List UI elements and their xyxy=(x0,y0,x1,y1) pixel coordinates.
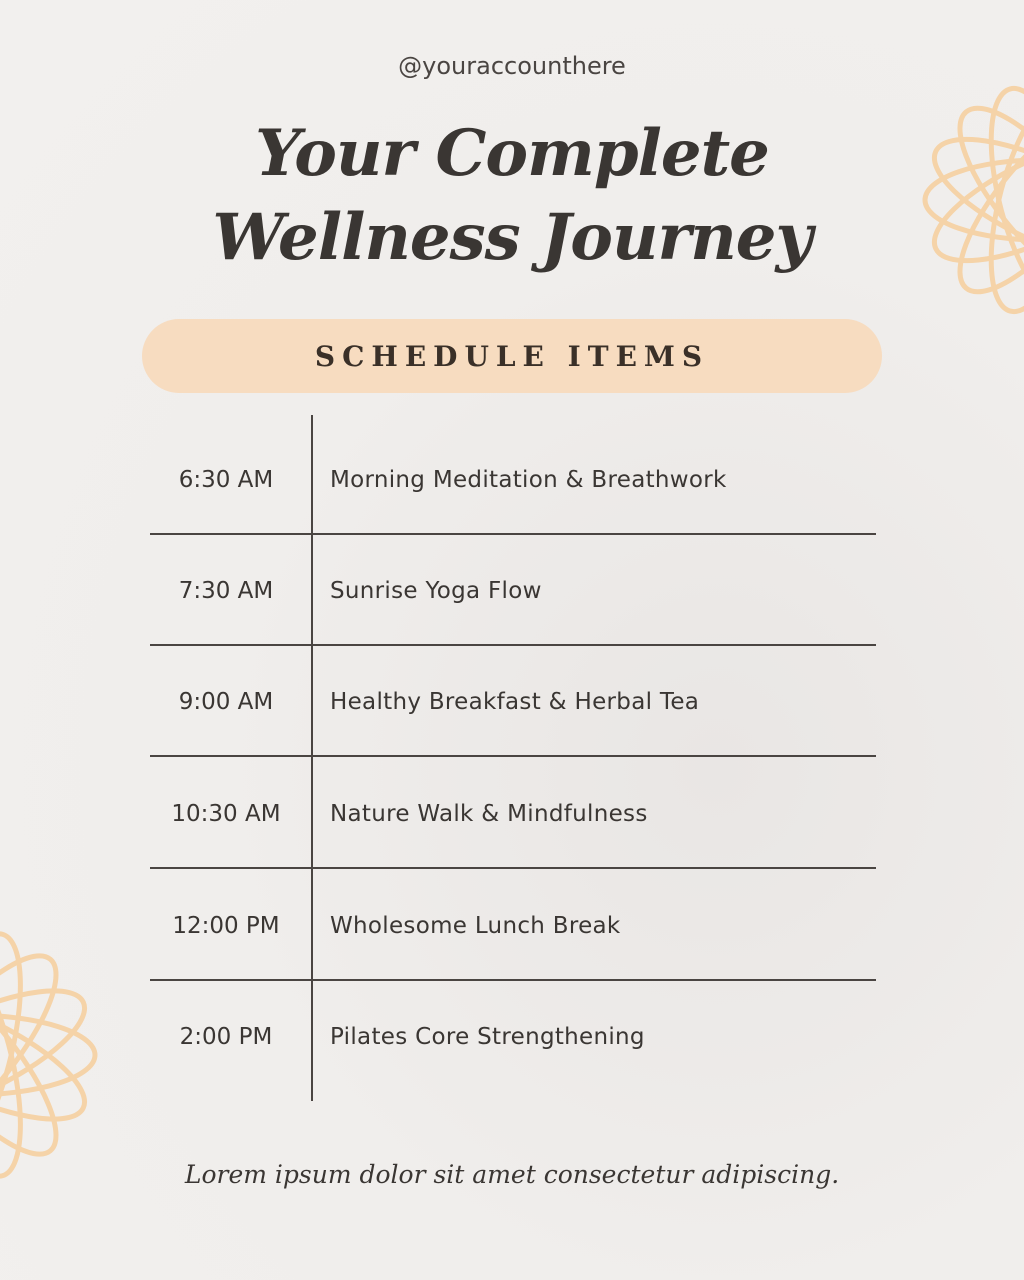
row-time: 12:00 PM xyxy=(172,912,280,939)
row-time: 10:30 AM xyxy=(171,800,281,827)
section-header-pill xyxy=(142,319,882,393)
footer-tagline: Lorem ipsum dolor sit amet consectetur adipiscing. xyxy=(184,1160,840,1189)
table-row xyxy=(150,424,876,535)
row-time: 6:30 AM xyxy=(178,466,274,493)
table-row xyxy=(150,870,876,981)
title-line-2: Wellness Journey xyxy=(212,200,812,275)
title-line-1: Your Complete xyxy=(255,116,769,191)
row-time: 9:00 AM xyxy=(178,688,274,715)
table-row xyxy=(150,981,876,1092)
row-time: 2:00 PM xyxy=(179,1023,273,1050)
table-row xyxy=(150,646,876,757)
account-handle: @youraccounthere xyxy=(398,52,626,80)
row-divider xyxy=(150,755,876,757)
row-item: Wholesome Lunch Break xyxy=(330,912,621,939)
section-label: SCHEDULE ITEMS xyxy=(314,339,710,373)
row-item: Morning Meditation & Breathwork xyxy=(330,466,727,493)
table-row xyxy=(150,535,876,646)
row-time: 7:30 AM xyxy=(178,577,274,604)
row-item: Pilates Core Strengthening xyxy=(330,1023,645,1050)
row-item: Nature Walk & Mindfulness xyxy=(330,800,648,827)
row-item: Sunrise Yoga Flow xyxy=(330,577,542,604)
row-item: Healthy Breakfast & Herbal Tea xyxy=(330,688,700,715)
table-row xyxy=(150,758,876,869)
page-title xyxy=(0,112,1024,280)
row-divider xyxy=(150,867,876,869)
